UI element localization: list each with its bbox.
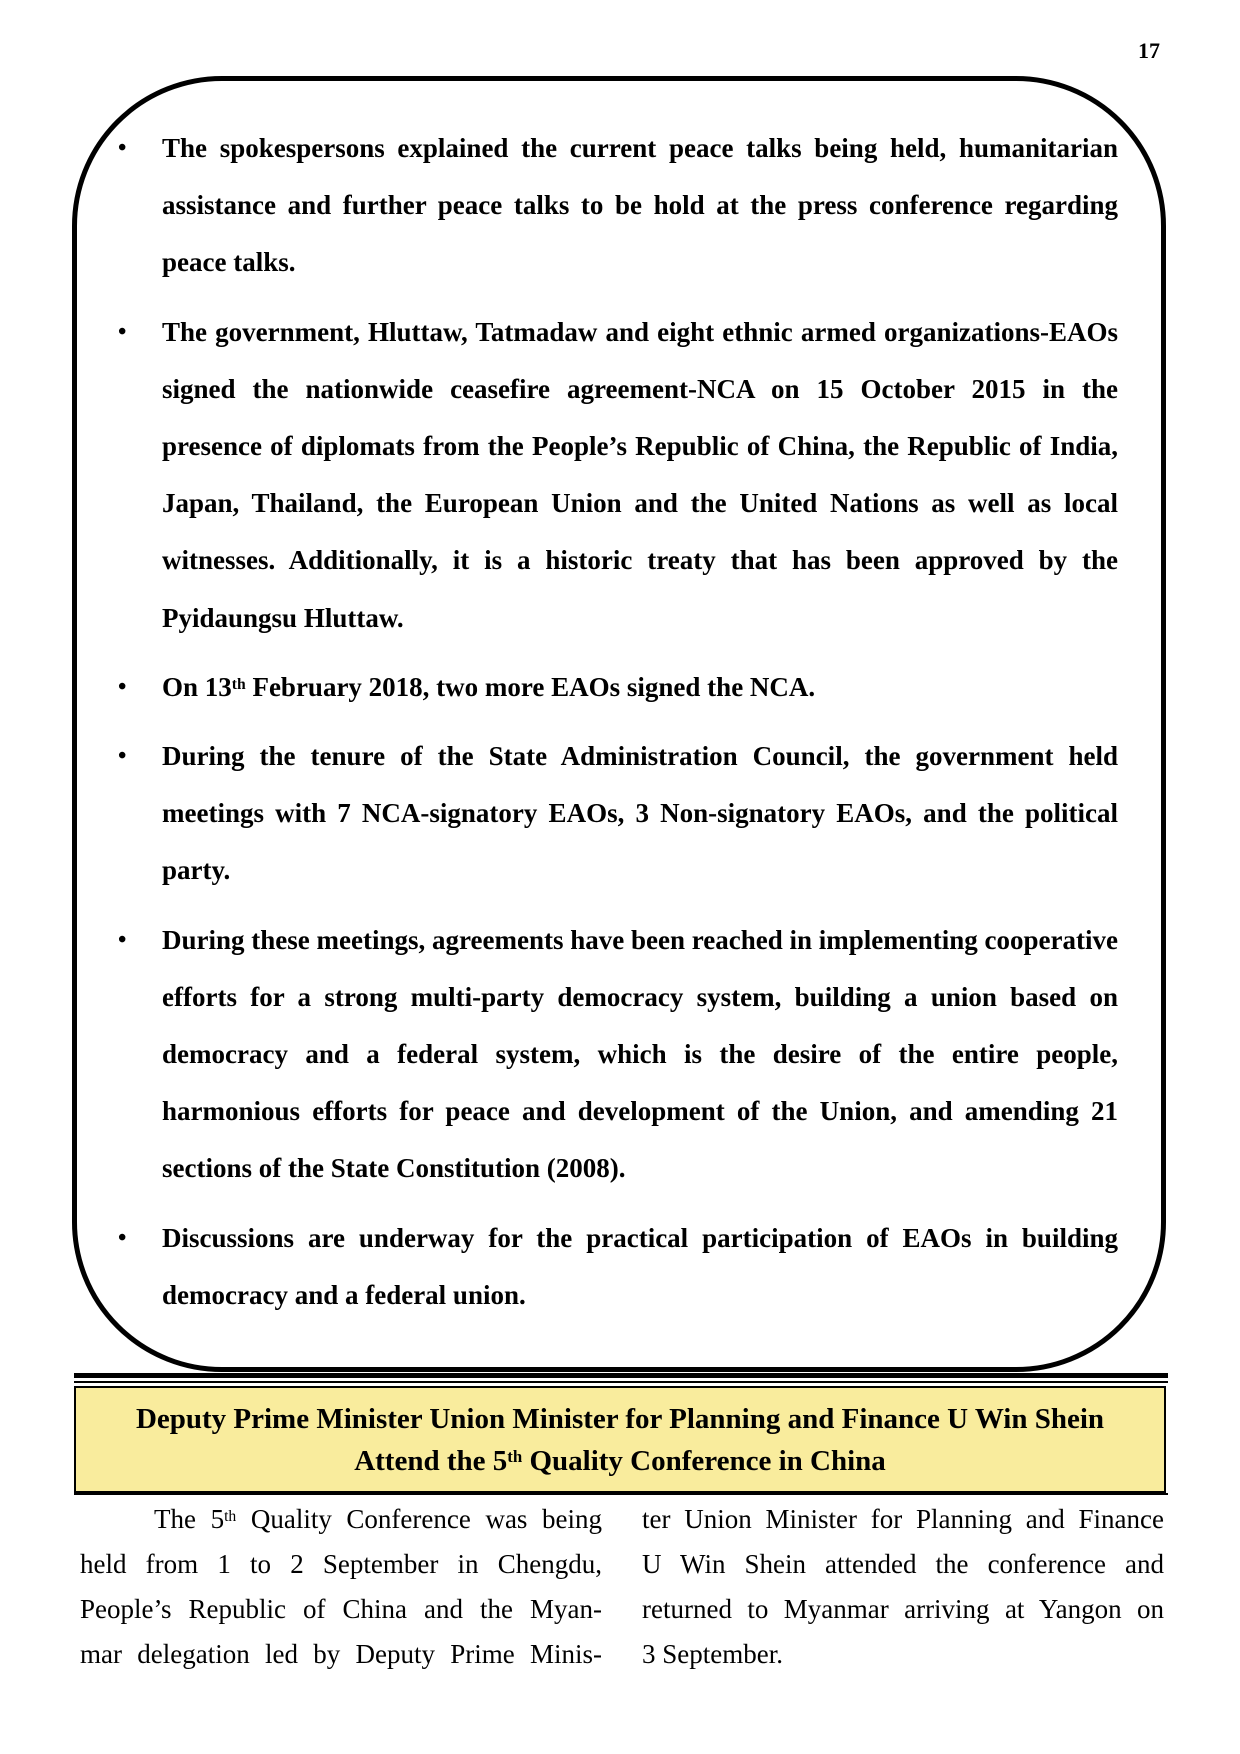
bullet-item-nca-signing	[118, 304, 1118, 647]
article-line: U Win Shein attended the conference and	[642, 1549, 1164, 1579]
bullet-item-discussions	[118, 1210, 1118, 1324]
headline-underline	[74, 1493, 1168, 1495]
bullet-text-after: February 2018, two more EAOs signed the NCA.	[245, 671, 816, 702]
article-line: People’s Republic of China and the Myan-	[80, 1594, 602, 1624]
article-headline	[74, 1386, 1166, 1493]
article-line	[80, 1497, 602, 1542]
bullet-item-peace-talks	[118, 120, 1118, 292]
bullet-text: During these meetings, agreements have been reached in implementing cooperative efforts for a strong multi-party democracy system, building a union based on democracy and a federal system, which is the desire of the entire people, harmonious efforts for peace and development of the Union, and amending 21 sections of the State Constitution (2008).	[162, 924, 1118, 1184]
ordinal-suffix: th	[231, 675, 246, 693]
bullet-text: Discussions are underway for the practical participation of EAOs in building democracy and a federal union.	[162, 1222, 1118, 1310]
bullet-item-agreements	[118, 912, 1118, 1198]
ordinal-suffix: th	[224, 1507, 237, 1525]
headline-line-1: Deputy Prime Minister Union Minister for Planning and Finance U Win Shein	[135, 1402, 1105, 1435]
bullet-item-sac-meetings	[118, 728, 1118, 900]
headline-line-2	[354, 1440, 886, 1482]
section-divider-thick	[74, 1373, 1168, 1378]
article-line: ter Union Minister for Planning and Finance	[642, 1504, 1164, 1534]
article-line: held from 1 to 2 September in Chengdu,	[80, 1549, 602, 1579]
article-line-before: The 5	[154, 1504, 225, 1534]
article-line: returned to Myanmar arriving at Yangon on	[642, 1594, 1164, 1624]
bullet-text: The government, Hluttaw, Tatmadaw and eight ethnic armed organizations-EAOs signed the nationwide ceasefire agreement-NCA on 15 October 2015 in the presence of diplomats from the People’s Republic of China, the Republic of India, Japan, Thailand, the European Union and the United Nations as well as local witnesses. Additionally, it is a historic treaty that has been approved by the Pyidaungsu Hluttaw.	[162, 316, 1118, 633]
bullet-list	[118, 120, 1118, 1336]
section-divider-thin	[74, 1381, 1168, 1383]
bullet-text-before: On 13	[162, 671, 232, 702]
bullet-text: During the tenure of the State Administration Council, the government held meetings with 7 NCA-signatory EAOs, 3 Non-signatory EAOs, and the political party.	[162, 741, 1118, 886]
ordinal-suffix: th	[507, 1446, 523, 1466]
article-line: mar delegation led by Deputy Prime Minis-	[80, 1639, 602, 1669]
headline-line-2-after: Quality Conference in China	[522, 1444, 886, 1477]
headline-line-2-before: Attend the 5	[354, 1444, 508, 1477]
article-line-after: Quality Conference was being	[236, 1504, 603, 1534]
article-line: 3 September.	[642, 1639, 783, 1669]
article-column-left	[80, 1497, 602, 1677]
bullet-text: The spokespersons explained the current peace talks being held, humanitarian assistance and further peace talks to be hold at the press conference regarding peace talks.	[162, 133, 1118, 278]
bullet-item-eaos-2018	[118, 659, 1118, 716]
article-column-right	[642, 1497, 1164, 1677]
page-number: 17	[1138, 38, 1160, 63]
